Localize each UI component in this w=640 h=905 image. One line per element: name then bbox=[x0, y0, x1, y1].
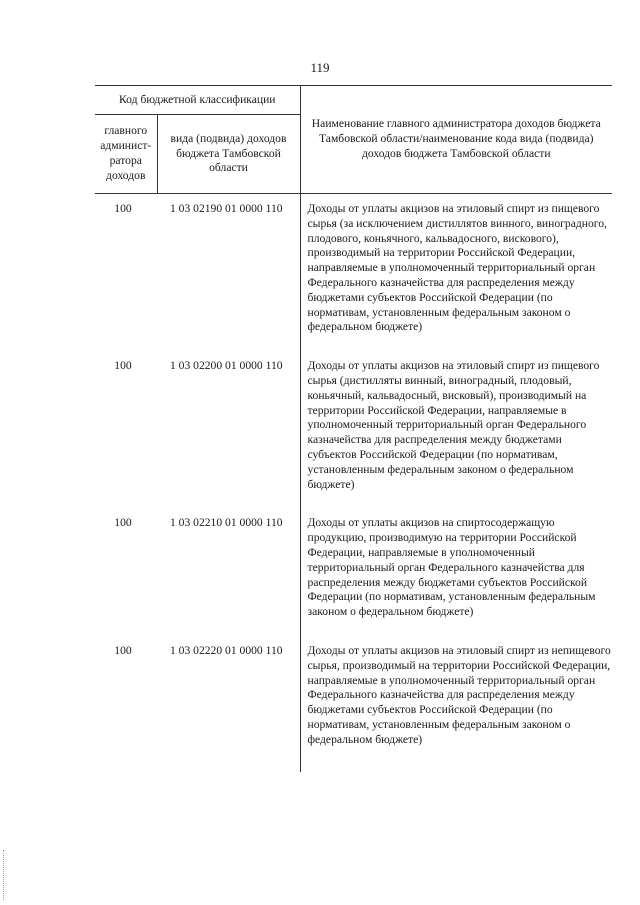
description-cell: Доходы от уплаты акцизов на этиловый спирт из пищевого сырья (за исключением дистиллятов винного, виноградного, плодового, коньячного, кальвадосного, вискового), производимый на территории Российской Федерации, направляемые в уполномоченный территориальный орган Федерального казначейства для распределения между бюджетами субъектов Российской Федерации (по нормативам, установленным федеральным законом о федеральном бюджете) bbox=[307, 202, 607, 334]
header-budget-classification-code: Код бюджетной классификации bbox=[95, 86, 300, 115]
income-code-cell: 1 03 02220 01 0000 110 bbox=[157, 644, 300, 772]
header-administrator-name: Наименование главного администратора доходов бюджета Тамбовской области/наименование кода вида (подвида) доходов бюджета Тамбовской области bbox=[300, 86, 612, 194]
header-income-type: вида (подвида) доходов бюджета Тамбовской области bbox=[157, 115, 300, 194]
scan-margin-mark bbox=[3, 850, 6, 900]
admin-code-cell: 100 bbox=[114, 643, 132, 657]
description-cell: Доходы от уплаты акцизов на этиловый спирт из пищевого сырья (дистилляты винный, виноградный, плодовый, коньячный, кальвадосный, висковый), производимый на территории Российской Федерации, направляемые в уполномоченный территориальный орган Федерального казначейства для распределения между бюджетами субъектов Российской Федерации (по нормативам, установленным федеральным законом о федеральном бюджете) bbox=[307, 359, 600, 491]
admin-code-cell: 100 bbox=[114, 202, 132, 215]
table-row bbox=[95, 359, 612, 516]
admin-code-cell: 100 bbox=[114, 516, 132, 530]
income-code-cell: 1 03 02190 01 0000 110 bbox=[157, 194, 300, 360]
page-number: 119 bbox=[310, 60, 330, 75]
budget-classification-table bbox=[95, 85, 612, 772]
table-row bbox=[95, 644, 612, 772]
description-cell: Доходы от уплаты акцизов на спиртосодержащую продукцию, производимую на территории Российской Федерации, направляемые в уполномоченный территориальный орган Федерального казначейства для распределения между бюджетами субъектов Российской Федерации (по нормативам, установленным федеральным законом о федеральном бюджете) bbox=[307, 516, 596, 619]
table-row bbox=[95, 194, 612, 360]
table-row bbox=[95, 516, 612, 644]
income-code-cell: 1 03 02200 01 0000 110 bbox=[157, 359, 300, 516]
admin-code-cell: 100 bbox=[114, 359, 132, 373]
description-cell: Доходы от уплаты акцизов на этиловый спирт из непищевого сырья, производимый на территории Российской Федерации, направляемые в уполномоченный территориальный орган Федерального казначейства для распределения между бюджетами субъектов Российской Федерации (по нормативам, установленным федеральным законом о федеральном бюджете) bbox=[307, 643, 611, 746]
income-code-cell: 1 03 02210 01 0000 110 bbox=[157, 516, 300, 644]
header-main-administrator: главного админист-ратора доходов bbox=[95, 115, 157, 194]
